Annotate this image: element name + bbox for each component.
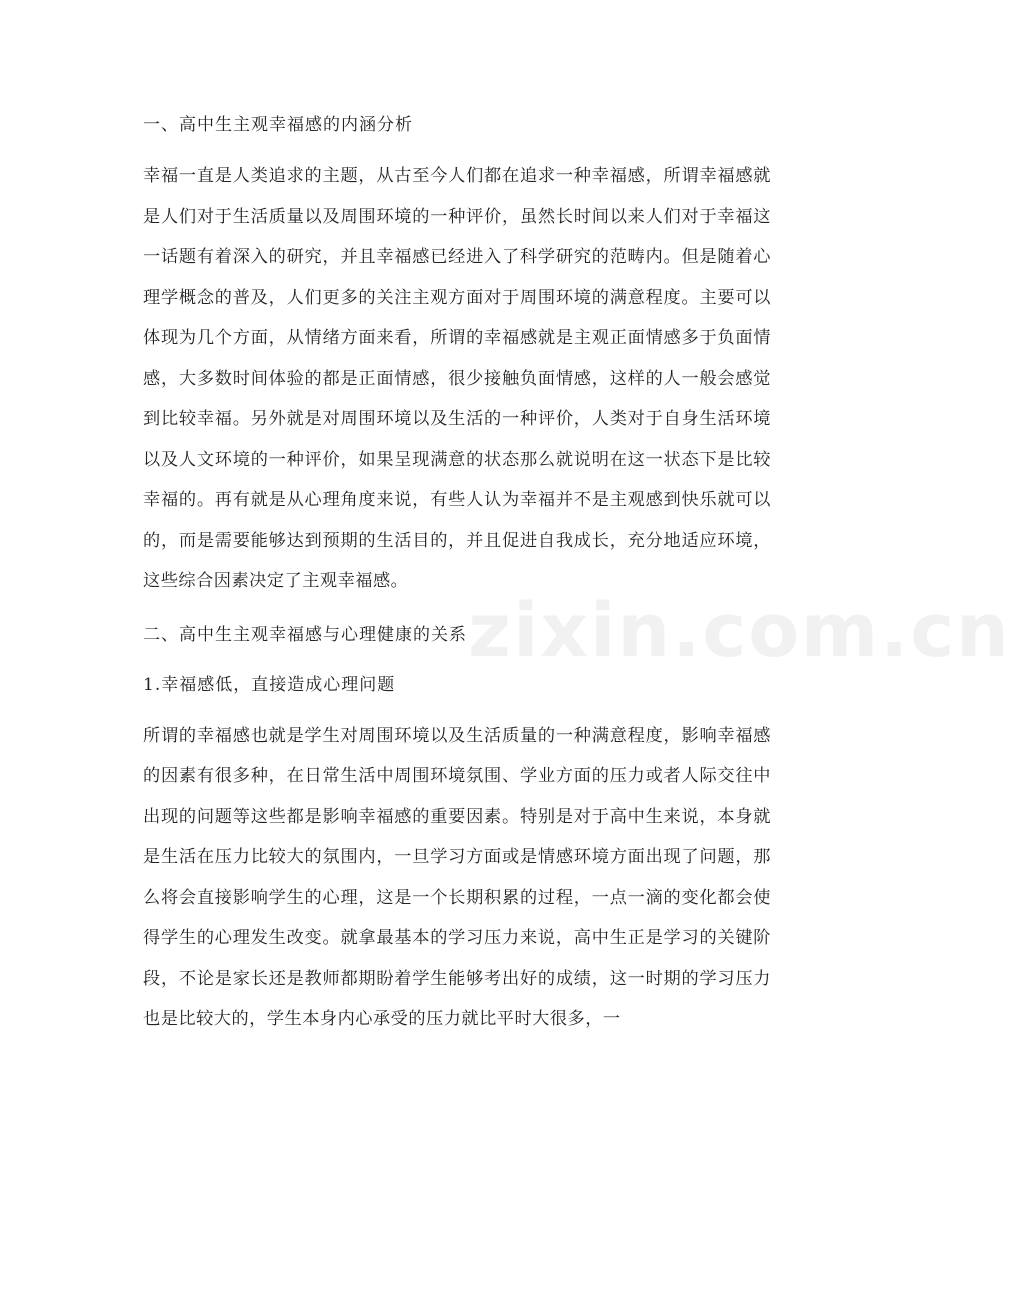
document-body <box>143 106 771 1054</box>
subsection-heading-1: 1.幸福感低，直接造成心理问题 <box>143 674 396 695</box>
paragraph-2: 所谓的幸福感也就是学生对周围环境以及生活质量的一种满意程度，影响幸福感的因素有很多种，在日常生活中周围环境氛围、学业方面的压力或者人际交往中出现的问题等这些都是影响幸福感的重要因素。特别是对于高中生来说，本身就是生活在压力比较大的氛围内，一旦学习方面或是情感环境方面出现了问题，那么将会直接影响学生的心理，这是一个长期积累的过程，一点一滴的变化都会使得学生的心理发生改变。就拿最基本的学习压力来说，高中生正是学习的关键阶段，不论是家长还是教师都期盼着学生能够考出好的成绩，这一时期的学习压力也是比较大的，学生本身内心承受的压力就比平时大很多，一 <box>143 725 771 1029</box>
section-heading-1: 一、高中生主观幸福感的内涵分析 <box>143 115 413 135</box>
paragraph-1: 幸福一直是人类追求的主题，从古至今人们都在追求一种幸福感，所谓幸福感就是人们对于生活质量以及周围环境的一种评价，虽然长时间以来人们对于幸福这一话题有着深入的研究，并且幸福感已经进入了科学研究的范畴内。但是随着心理学概念的普及，人们更多的关注主观方面对于周围环境的满意程度。主要可以体现为几个方面，从情绪方面来看，所谓的幸福感就是主观正面情感多于负面情感，大多数时间体验的都是正面情感，很少接触负面情感，这样的人一般会感觉到比较幸福。另外就是对周围环境以及生活的一种评价，人类对于自身生活环境以及人文环境的一种评价，如果呈现满意的状态那么就说明在这一状态下是比较幸福的。再有就是从心理角度来说，有些人认为幸福并不是主观感到快乐就可以的，而是需要能够达到预期的生活目的，并且促进自我成长，充分地适应环境，这些综合因素决定了主观幸福感。 <box>143 166 771 591</box>
watermark: zixin.com.cn <box>468 588 1011 674</box>
section-heading-2: 二、高中生主观幸福感与心理健康的关系 <box>143 624 467 645</box>
